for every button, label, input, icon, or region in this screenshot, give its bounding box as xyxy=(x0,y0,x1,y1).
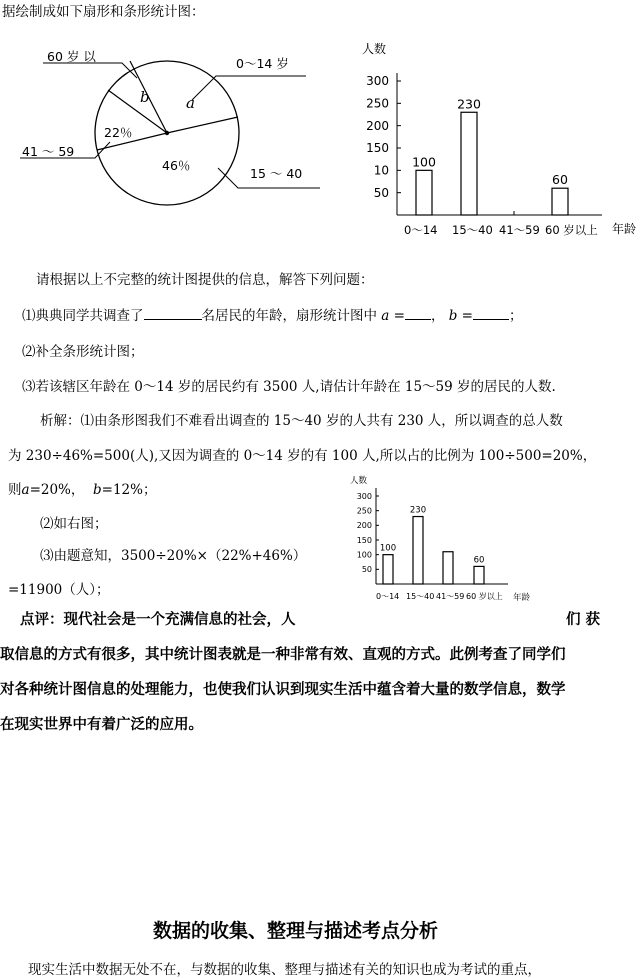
q1-sep: ， xyxy=(430,308,445,324)
y-axis-title: 人数 xyxy=(362,42,387,56)
bar xyxy=(443,552,453,584)
y-tick-label: 200 xyxy=(366,118,389,133)
x-tick-label: 0～14 xyxy=(376,592,400,601)
x-tick-label: 41～59 xyxy=(436,592,465,601)
answer-blank[interactable] xyxy=(405,307,431,320)
y-tick-label: 100 xyxy=(356,550,372,560)
bar-chart-1 xyxy=(340,35,640,245)
q1-text-a: ⑴典典同学共调查了 xyxy=(22,308,144,324)
pie-label-0-14: 0～14 岁 xyxy=(236,56,289,71)
y-tick-label: 150 xyxy=(366,141,389,156)
s3-var-b: b xyxy=(92,482,102,498)
bar xyxy=(383,555,393,584)
q1-var-a: a = xyxy=(381,308,405,324)
leader-line xyxy=(192,76,306,100)
pie-center xyxy=(165,131,169,135)
solution-line-3 xyxy=(8,478,156,498)
q1-end: ； xyxy=(509,308,523,324)
pie-inner-46: 46％ xyxy=(162,158,191,173)
pie-chart xyxy=(0,30,330,220)
bar-value-label: 230 xyxy=(409,505,427,516)
comment-line-1a: 点评：现代社会是一个充满信息的社会，人 xyxy=(20,612,296,628)
pie-inner-a: a xyxy=(186,94,195,112)
pie-inner-22: 22％ xyxy=(104,125,133,140)
intro-text: 据绘制成如下扇形和条形统计图： xyxy=(2,4,205,20)
y-tick-label: 250 xyxy=(356,506,372,516)
question-2: ⑵补全条形统计图； xyxy=(22,344,144,360)
s3-val-a: =20%， xyxy=(29,482,85,498)
bar-chart-2 xyxy=(340,472,540,607)
question-prompt: 请根据以上不完整的统计图提供的信息，解答下列问题： xyxy=(36,272,374,288)
bar-value-label: 60 xyxy=(473,555,485,566)
last-line: 现实生活中数据无处不在，与数据的收集、整理与描述有关的知识也成为考试的重点， xyxy=(28,962,541,978)
y-tick-label: 200 xyxy=(356,521,372,531)
y-tick-label: 10 xyxy=(373,163,389,178)
solution-line-2: 为 230÷46%=500(人),又因为调查的 0～14 岁的有 100 人,所以占的比例为 100÷500=20%， xyxy=(8,448,597,464)
bar-value-label: 60 xyxy=(552,172,568,188)
y-tick-label: 50 xyxy=(361,565,372,575)
solution-line-6: =11900（人）； xyxy=(8,582,110,598)
section-title: 数据的收集、整理与描述考点分析 xyxy=(153,920,439,942)
bar xyxy=(413,517,423,584)
x-tick-label: 41～59 xyxy=(499,223,540,237)
x-axis-title: 年龄 xyxy=(612,222,637,236)
bar xyxy=(461,112,477,215)
q1-var-b: b = xyxy=(448,308,473,324)
s3-val-b: =12%； xyxy=(101,482,157,498)
comment-line-1b: 们 获 xyxy=(566,612,601,628)
y-tick-label: 300 xyxy=(366,74,389,89)
x-axis-title: 年龄 xyxy=(513,593,531,603)
q1-text-b: 名居民的年龄，扇形统计图中 xyxy=(201,308,377,324)
answer-blank[interactable] xyxy=(144,307,202,320)
bar xyxy=(416,170,432,215)
bar-value-label: 100 xyxy=(412,154,436,170)
pie-label-41-59: 41 ～ 59 xyxy=(22,144,75,159)
y-tick-label: 250 xyxy=(366,96,389,111)
solution-line-1: 析解：⑴由条形图我们不难看出调查的 15～40 岁的人共有 230 人，所以调查的总人数 xyxy=(40,413,563,429)
bar xyxy=(474,566,484,584)
y-tick-label: 50 xyxy=(373,185,389,200)
y-axis-title: 人数 xyxy=(350,476,368,486)
pie-divider xyxy=(167,117,238,133)
pie-label-15-40: 15 ～ 40 xyxy=(250,166,303,181)
x-tick-label: 15～40 xyxy=(452,223,493,237)
solution-line-5: ⑶由题意知，3500÷20%×（22%+46%） xyxy=(40,548,307,564)
s3-var-a: a xyxy=(21,482,30,498)
x-tick-label: 60 岁以上 xyxy=(545,223,598,237)
comment-line-2: 取信息的方式有很多，其中统计图表就是一种非常有效、直观的方式。此例考查了同学们 xyxy=(0,647,566,663)
bar-value-label: 100 xyxy=(379,543,397,554)
y-tick-label: 150 xyxy=(356,535,372,545)
comment-line-4: 在现实世界中有着广泛的应用。 xyxy=(0,717,203,733)
x-tick-label: 60 岁以上 xyxy=(466,592,503,601)
question-3: ⑶若该辖区年龄在 0～14 岁的居民约有 3500 人,请估计年龄在 15～59 岁的居民的人数. xyxy=(22,379,556,395)
pie-inner-b: b xyxy=(140,88,150,106)
question-1 xyxy=(22,304,523,324)
answer-blank[interactable] xyxy=(473,307,509,320)
s3-text: 则 xyxy=(8,482,22,498)
solution-line-4: ⑵如右图； xyxy=(40,516,108,532)
bar xyxy=(552,188,568,215)
y-tick-label: 300 xyxy=(356,491,372,501)
pie-label-60: 60 岁 以 xyxy=(47,49,96,64)
x-tick-label: 15～40 xyxy=(406,592,435,601)
bar-value-label: 230 xyxy=(457,96,481,112)
x-tick-label: 0～14 xyxy=(404,223,438,237)
comment-line-3: 对各种统计图信息的处理能力，也使我们认识到现实生活中蕴含着大量的数学信息，数学 xyxy=(0,682,566,698)
